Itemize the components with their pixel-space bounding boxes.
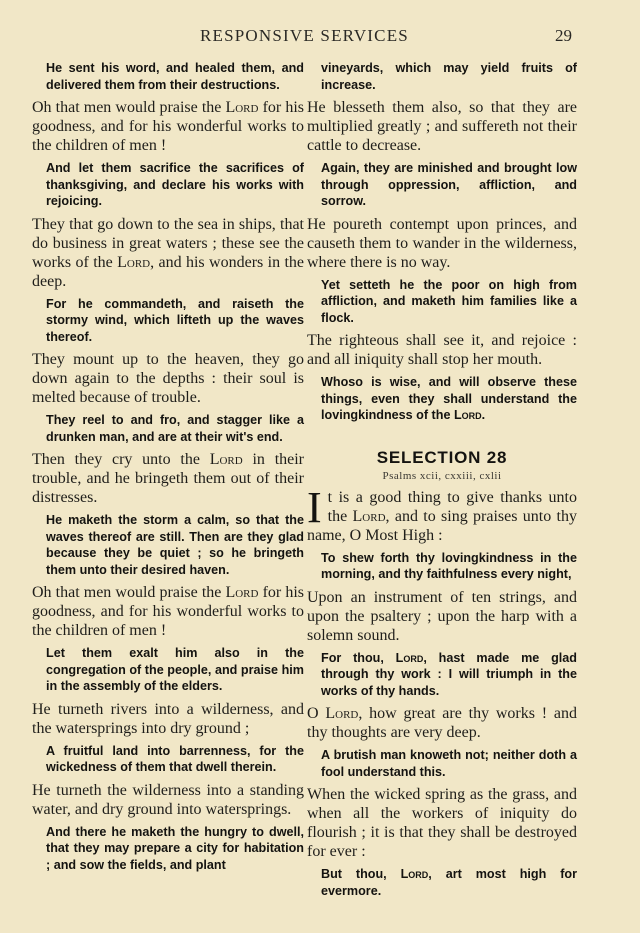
- page-header: [0, 26, 640, 50]
- responsive-verse: And let them sacrifice the sacrifices of thanksgiving, and declare his works with rejoicing.: [46, 161, 304, 208]
- running-head: RESPONSIVE SERVICES: [200, 26, 409, 45]
- verse: Oh that men would praise the Lord for his goodness, and for his wonderful works to the children of men !: [32, 584, 305, 639]
- responsive-verse: vineyards, which may yield fruits of increase.: [321, 61, 577, 92]
- responsive-verse: Whoso is wise, and will observe these things, even they shall understand the lovingkindness of the Lord.: [321, 375, 577, 422]
- verse: They mount up to the heaven, they go down again to the depths : their soul is melted because of trouble.: [32, 351, 304, 406]
- small-caps-word: Lord: [225, 584, 259, 601]
- small-caps-word: Lord: [117, 253, 151, 271]
- responsive-verse: He maketh the storm a calm, so that the waves thereof are still. Then are they glad because they be quiet ; so he bringeth them unto their desired haven.: [46, 513, 304, 577]
- verse: He turneth rivers into a wilderness, and the watersprings into dry ground ;: [32, 700, 304, 737]
- responsive-verse: Let them exalt him also in the congregation of the people, and praise him in the assembly of the elders.: [46, 646, 304, 693]
- responsive-verse: A fruitful land into barrenness, for the wickedness of them that dwell therein.: [46, 743, 304, 774]
- verse: Oh that men would praise the Lord for his goodness, and for his wonderful works to the children of men !: [32, 99, 305, 154]
- small-caps-word: Lord: [453, 408, 482, 422]
- small-caps-word: Lord: [400, 867, 429, 881]
- responsive-verse: He sent his word, and healed them, and delivered them from their destructions.: [46, 61, 304, 92]
- selection-first-verse: [307, 482, 577, 545]
- small-caps-word: Lord: [352, 507, 386, 525]
- first-verse-text: t is a good thing to give thanks unto the Lord, and to sing praises unto thy name, O Most High :: [307, 488, 577, 544]
- right-column-bottom: [307, 550, 577, 900]
- responsive-verse: Again, they are minished and brought low through oppression, affliction, and sorrow.: [321, 161, 577, 208]
- verse: Then they cry unto the Lord in their trouble, and he bringeth them out of their distresses.: [32, 451, 305, 506]
- verse: Upon an instrument of ten strings, and upon the psaltery ; upon the harp with a solemn sound.: [307, 588, 577, 644]
- responsive-verse: But thou, Lord, art most high for evermore.: [321, 867, 577, 898]
- small-caps-word: Lord: [395, 650, 424, 665]
- right-column-top: [307, 60, 577, 424]
- responsive-verse: Yet setteth he the poor on high from affliction, and maketh him families like a flock.: [321, 277, 577, 325]
- verse: When the wicked spring as the grass, and when all the workers of iniquity do flourish ; it is that they shall be destroyed for ever :: [307, 786, 577, 860]
- verse: They that go down to the sea in ships, that do business in great waters ; these see the works of the Lord, and his wonders in the deep.: [32, 215, 304, 290]
- drop-cap: I: [307, 482, 322, 532]
- responsive-verse: For he commandeth, and raiseth the stormy wind, which lifteth up the waves thereof.: [46, 296, 304, 344]
- responsive-verse: To shew forth thy lovingkindness in the morning, and thy faithfulness every night,: [321, 550, 577, 581]
- responsive-verse: They reel to and fro, and stagger like a drunken man, and are at their wit's end.: [46, 413, 304, 444]
- verse: He turneth the wilderness into a standing water, and dry ground into watersprings.: [32, 781, 304, 818]
- selection-title: SELECTION 28: [376, 447, 508, 467]
- verse: He poureth contempt upon princes, and causeth them to wander in the wilderness, where there is no way.: [307, 215, 577, 271]
- right-column: [307, 60, 577, 904]
- page-number: 29: [555, 26, 572, 45]
- small-caps-word: Lord: [225, 99, 259, 116]
- selection-source: Psalms xcii, cxxiii, cxlii: [382, 469, 502, 482]
- verse: He blesseth them also, so that they are multiplied greatly ; and suffereth not their cattle to decrease.: [307, 99, 577, 154]
- responsive-verse: And there he maketh the hungry to dwell, that they may prepare a city for habitation ; and sow the fields, and plant: [46, 824, 304, 872]
- responsive-verse: For thou, Lord, hast made me glad through thy work : I will triumph in the works of thy hands.: [321, 650, 577, 698]
- responsive-verse: A brutish man knoweth not; neither doth a fool understand this.: [321, 748, 577, 779]
- left-column: [32, 60, 304, 878]
- verse: The righteous shall see it, and rejoice : and all iniquity shall stop her mouth.: [307, 332, 577, 368]
- small-caps-word: Lord: [325, 705, 359, 722]
- verse: O Lord, how great are thy works ! and thy thoughts are very deep.: [307, 705, 577, 741]
- small-caps-word: Lord: [209, 451, 243, 468]
